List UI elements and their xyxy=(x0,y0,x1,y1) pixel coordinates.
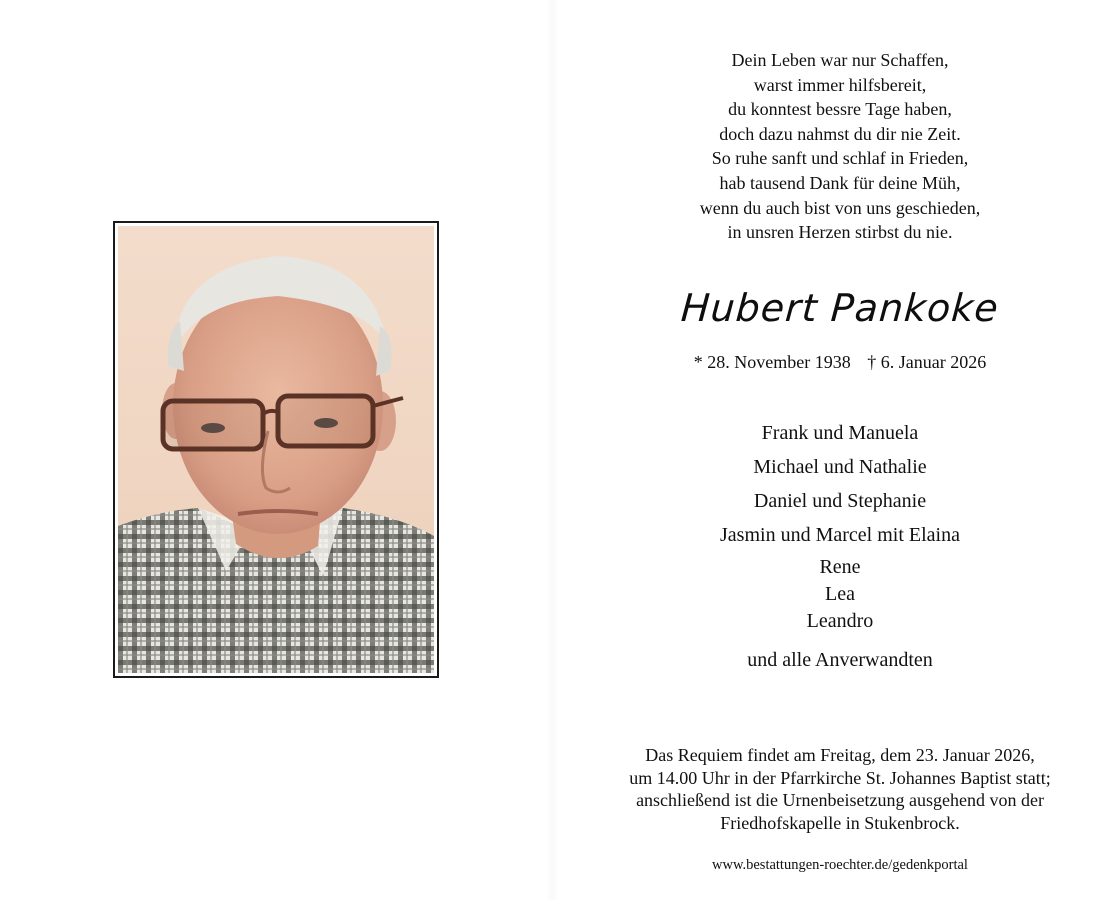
family-member: Jasmin und Marcel mit Elaina xyxy=(720,524,960,546)
family-member: Leandro xyxy=(806,610,874,632)
family-member: Frank und Manuela xyxy=(761,422,919,444)
family-member: Michael und Nathalie xyxy=(753,456,927,478)
poem-line: So ruhe sanft und schlaf in Frieden, xyxy=(711,148,969,169)
poem-line: hab tausend Dank für deine Müh, xyxy=(719,172,961,193)
notice-line: Friedhofskapelle in Stukenbrock. xyxy=(720,812,960,833)
birth-date: * 28. November 1938 xyxy=(693,352,851,372)
poem-line: wenn du auch bist von uns geschieden, xyxy=(699,197,981,218)
deceased-name: Hubert Pankoke xyxy=(679,286,1001,330)
notice-line: anschließend ist die Urnenbeisetzung ausgehend von der xyxy=(636,790,1044,811)
portrait-illustration xyxy=(118,226,434,673)
poem-line: du konntest bessre Tage haben, xyxy=(728,99,952,120)
poem xyxy=(600,48,1080,245)
memorial-website: www.bestattungen-roechter.de/gedenkportal xyxy=(712,857,968,873)
card-fold xyxy=(546,0,558,900)
family-list xyxy=(600,418,1080,679)
family-member: Rene xyxy=(819,556,861,578)
portrait-photo xyxy=(118,226,434,673)
poem-line: warst immer hilfsbereit, xyxy=(753,74,927,95)
poem-line: in unsren Herzen stirbst du nie. xyxy=(727,222,953,243)
requiem-notice xyxy=(570,744,1110,834)
poem-line: doch dazu nahmst du dir nie Zeit. xyxy=(719,123,961,144)
portrait-frame xyxy=(113,221,439,678)
notice-line: um 14.00 Uhr in der Pfarrkirche St. Johannes Baptist statt; xyxy=(629,767,1051,788)
poem-line: Dein Leben war nur Schaffen, xyxy=(731,50,949,70)
life-dates xyxy=(600,352,1080,373)
family-member: Daniel und Stephanie xyxy=(753,490,927,512)
death-date: † 6. Januar 2026 xyxy=(867,352,987,372)
family-member: und alle Anverwandten xyxy=(747,649,933,671)
family-member: Lea xyxy=(825,583,855,605)
notice-line: Das Requiem findet am Freitag, dem 23. Januar 2026, xyxy=(645,745,1035,765)
